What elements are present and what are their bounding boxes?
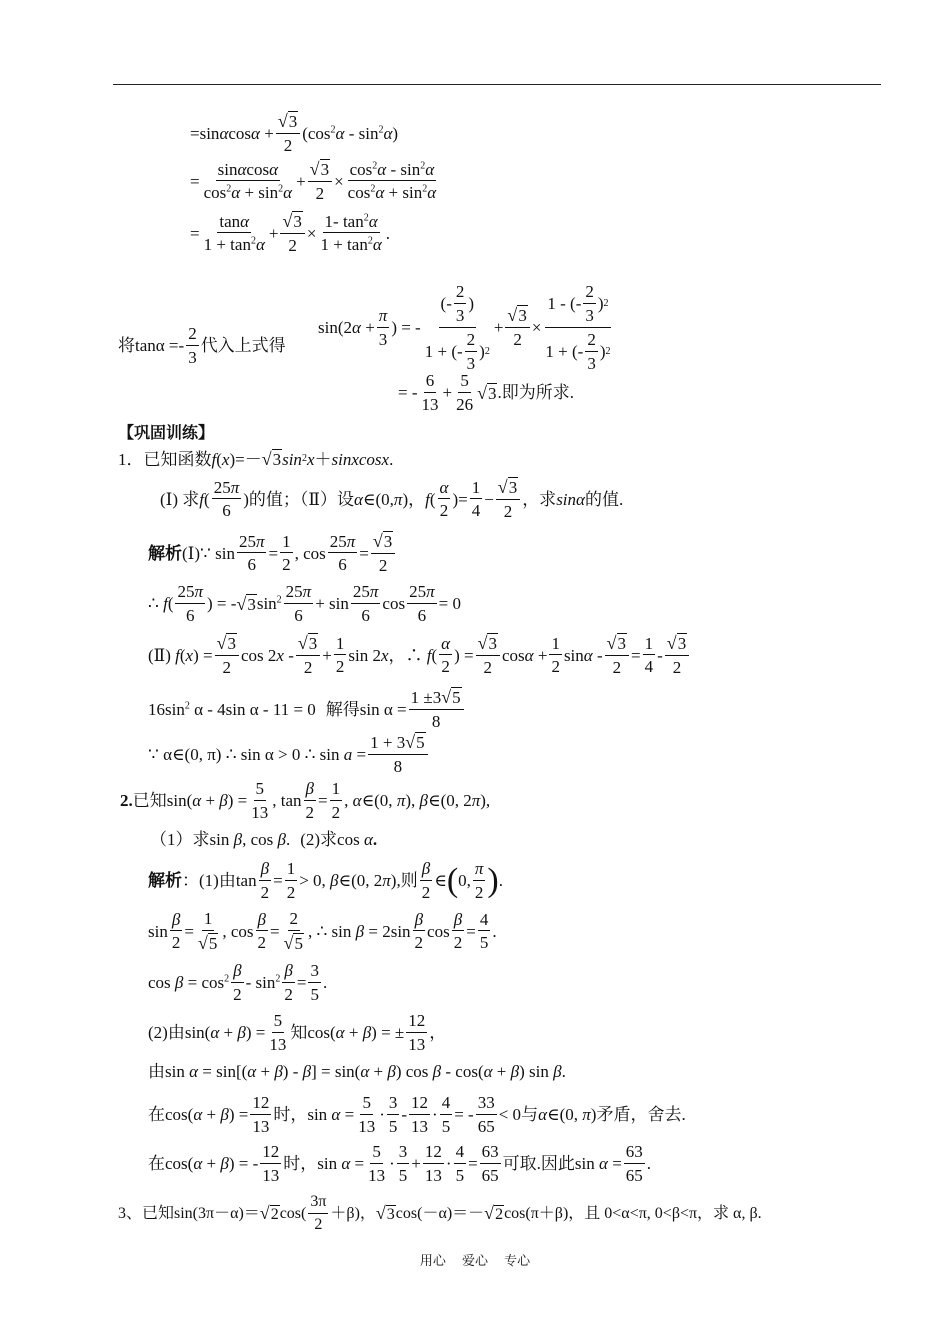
problem1-solution-5: ∵ α∈(0, π) ∴ sin α > 0 ∴ sin a = $\frac{1 + 3√5}{8}$ [148,733,430,776]
problem1-stem: 1．已知函数 f ( x )=－ √3 sin 2 x ＋ sinxcosx . [118,449,394,469]
substitution-equation: sin(2α + $\frac{\pi}{3}$ ) = - (- $\frac{2}{3}$ ) 1 + (- $\frac{2}{3}$ ) 2 + $\frac{√3}{2}$ × 1 - (- $\frac{2}{3}$ ) 2 1 + (- $\frac{2}{3}$ ) 2 [318,282,611,373]
derivation-line-3: = $\frac{\tan\alpha}{1 + \tan^2\alpha}$ + $\frac{√3}{2}$ × $\frac{1- \tan^2\alpha}{1 + \tan^2\alpha}$ . [190,211,391,255]
problem2-solution-6: 在 cos(α + β) = $\frac{12}{13}$ 时， sin α = $\frac{5}{13}$ · $\frac{3}{5}$ - $\frac{12}{13}$ · $\frac{4}{5}$ = - $\frac{33}{65}$ < 0 与 α∈(0, π) 矛盾，舍去. [148,1093,686,1136]
problem1-solution-2: ∴ f( $\frac{25\pi}{6}$ ) = - √3 $\sin^2$ $\frac{25\pi}{6}$ + sin $\frac{25\pi}{6}$ cos $\frac{25\pi}{6}$ = 0 [148,582,461,625]
page-footer: 用心 爱心 专心 [419,1254,531,1269]
problem1-solution-1: 解析 (Ⅰ)∵ sin $\frac{25\pi}{6}$ = $\frac{1}{2}$ , cos $\frac{25\pi}{6}$ = $\frac{√3}{2}$ [148,532,397,575]
derivation-line-2: = $\frac{\sin\alpha\cos\alpha}{\cos^2\alpha + \sin^2\alpha}$ + $\frac{√3}{2}$ × $\frac{\cos^2\alpha - \sin^2\alpha}{\cos^2\alpha + \sin^2\alpha}$ [190,159,437,203]
problem2-solution-5: 由 sin α = sin[(α + β) - β] = sin(α + β) cos β - cos(α + β) sin β. [148,1062,566,1081]
substitute-label: 将tanα =- $\frac{2}{3}$ 代入上式得 [118,324,286,367]
header-rule [113,84,881,85]
problem1-solution-3: (Ⅱ) f(x) = $\frac{√3}{2}$ cos 2x - $\frac{√3}{2}$ + $\frac{1}{2}$ sin 2x，∴ f( $\frac{\alpha}{2}$ ) = $\frac{√3}{2}$ cosα + $\frac{1}{2}$ sinα - $\frac{√3}{2}$ = $\frac{1}{4}$ - $\frac{√3}{2}$ [148,634,691,677]
problem2-solution-4: (2) 由 sin(α + β) = $\frac{5}{13}$ 知 cos(α + β) = ± $\frac{12}{13}$ ， [148,1011,447,1054]
problem3-stem: 3、已知sin(3π－α)＝ √2 cos( $\frac{3\pi}{2}$ ＋β)， √3 cos(－α)＝－ √2 cos(π＋β) ，且 0<α<π, 0<β<π，求 α, β. [118,1193,762,1233]
problem2-solution-3: $\cos \beta = \cos^2$ $\frac{\beta}{2}$ - $\sin^2$ $\frac{\beta}{2}$ = $\frac{3}{5}$ . [148,961,328,1004]
problem2-solution-1: 解析 ：(1) 由 tan $\frac{\beta}{2}$ = $\frac{1}{2}$ > 0, β∈(0, 2π), 则 $\frac{\beta}{2}$ ∈ ( 0, $\frac{\pi}{2}$ ) . [148,859,503,902]
problem1-solution-4: $16\sin^2$ α - 4sin α - 11 = 0 解得 sin α = $\frac{1 \pm 3√5}{8}$ [148,688,466,731]
section-heading: 【巩固训练】 [118,423,215,442]
problem2-solution-7: 在 cos(α + β) = - $\frac{12}{13}$ 时， sin α = $\frac{5}{13}$ · $\frac{3}{5}$ + $\frac{12}{13}$ · $\frac{4}{5}$ = $\frac{63}{65}$ 可取.因此 sin α = $\frac{63}{65}$ . [148,1142,652,1185]
problem1-parts: (Ⅰ) 求f( $\frac{25\pi}{6}$ ) 的值；（Ⅱ）设 α ∈(0, π )， f ( $\frac{\alpha}{2}$ )= $\frac{1}{4}$ − $\frac{√3}{2}$ ，求 sinα 的值. [160,477,624,521]
substitution-result: = - $\frac{6}{13}$ + $\frac{5}{26}$ √3 . 即为所求. [398,371,574,414]
problem2-solution-2: sin $\frac{\beta}{2}$ = $\frac{1}{√5}$ , cos $\frac{\beta}{2}$ = $\frac{2}{√5}$ , ∴ sin β = 2sin $\frac{\beta}{2}$ cos $\frac{\beta}{2}$ = $\frac{4}{5}$ . [148,909,497,953]
derivation-line-1: =sinαcosα + $\frac{√3}{2}$ $(\cos^2\alpha - \sin^2\alpha)$ [190,111,399,155]
problem2-questions: （1）求 sin β, cos β. (2)求 cos α. [150,830,378,849]
problem2-stem: 2. 已知 sin(α + β) = $\frac{5}{13}$ , tan $\frac{\beta}{2}$ = $\frac{1}{2}$ , α∈(0, π), β∈(0, 2π), [120,779,491,822]
